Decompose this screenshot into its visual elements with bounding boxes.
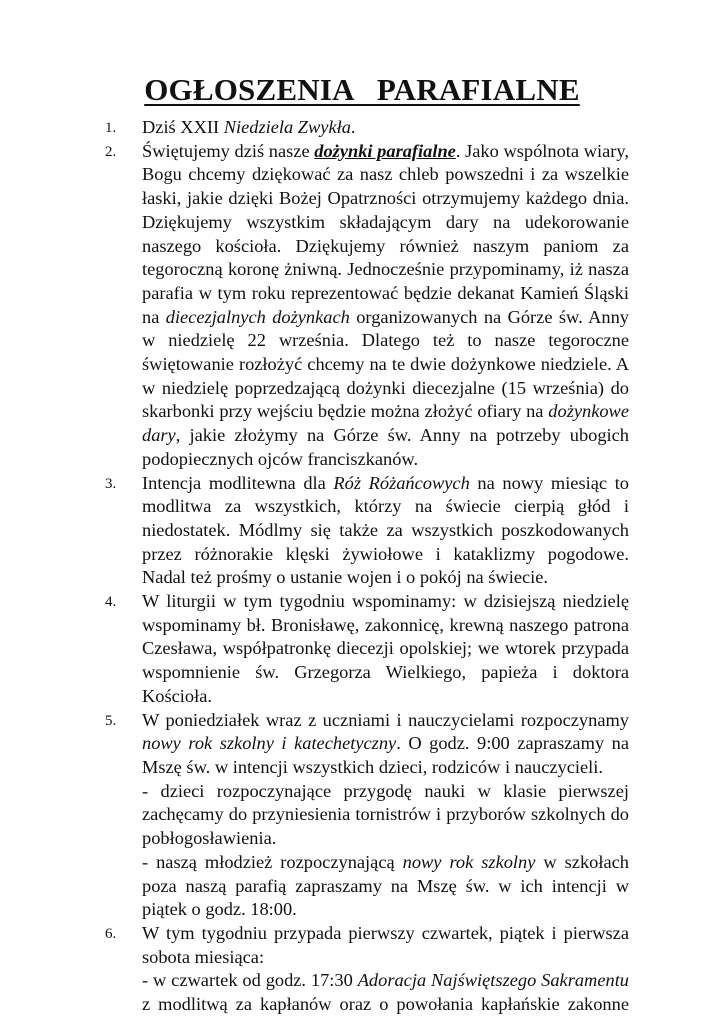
highlighted-text: dożynki parafialne xyxy=(314,140,456,161)
emphasis-text: Adoracja Najświętszego Sakramentu xyxy=(357,970,630,991)
item-paragraph xyxy=(142,922,629,969)
body-text: - w czwartek od godz. 17:30 xyxy=(142,970,358,991)
announcement-item xyxy=(105,140,629,472)
emphasis-text: diecezjalnych dożynkach xyxy=(165,306,350,327)
announcement-item xyxy=(105,922,629,1017)
body-text: na nowy miesiąc to modlitwa za wszystkich, którzy na świecie cierpią głód i niedostatek. Módlmy się także za wszystkich poszkodowanych przez różnorakie klęski żywiołowe i kataklizmy pogodowe. Nadal też prośmy o ustanie wojen i o pokój na świecie. xyxy=(142,472,629,588)
announcement-item xyxy=(105,472,629,591)
item-paragraph xyxy=(142,709,629,780)
emphasis-text: dożynkowe dary xyxy=(142,401,629,446)
item-paragraph xyxy=(142,116,629,140)
item-number: 2. xyxy=(105,143,117,160)
body-text: Świętujemy dziś nasze xyxy=(142,140,315,161)
emphasis-text: Niedziela Zwykła xyxy=(223,117,351,137)
announcement-item xyxy=(105,709,629,922)
emphasis-text: Róż Różańcowych xyxy=(333,472,470,493)
item-number: 5. xyxy=(105,712,117,729)
body-text: Dziś XXII xyxy=(142,117,224,137)
emphasis-text: nowy rok szkolny i katechetyczny xyxy=(142,733,397,754)
body-text: , jakie złożymy na Górze św. Anny na potrzeby ubogich podopiecznych ojców franciszkanów. xyxy=(142,425,629,469)
emphasis-text: nowy rok szkolny xyxy=(402,851,536,872)
announcement-item xyxy=(105,590,629,709)
item-paragraph xyxy=(142,472,629,591)
item-number: 1. xyxy=(105,120,117,136)
page-title xyxy=(0,72,724,108)
body-text: . xyxy=(350,117,356,137)
body-text: . Jako wspólnota wiary, Bogu chcemy dziękować za nasz chleb powszedni i za wszelkie łaski, jakie dzięki Bożej Opatrzności otrzymujemy każdego dnia. Dziękujemy wszystkim składającym dary na udekorowanie naszego kościoła. Dziękujemy również naszym paniom za tegoroczną koronę żniwną. Jednocześnie przypominamy, iż nasza parafia w tym roku reprezentować będzie dekanat Kamień Śląski na xyxy=(142,140,629,327)
body-text: W liturgii w tym tygodniu wspominamy: w dzisiejszą niedzielę wspominamy bł. Bronisławę, zakonnicę, krewną naszego patrona Czesława, współpatronkę diecezji opolskiej; we wtorek przypada wspomnienie św. Grzegorza Wielkiego, papieża i doktora Kościoła. xyxy=(142,591,629,706)
announcement-item xyxy=(105,116,629,140)
item-subparagraph xyxy=(142,780,629,851)
item-subparagraph xyxy=(142,851,629,922)
body-text: organizowanych na Górze św. Anny w niedzielę 22 września. Dlatego też to nasze tegoroczne świętowanie rozłożyć chcemy na te dwie dożynkowe niedziele. A w niedzielę poprzedzającą dożynki diecezjalne (15 września) do skarbonki przy wejściu będzie można złożyć ofiary na xyxy=(142,306,629,422)
item-number: 3. xyxy=(105,475,117,492)
item-paragraph xyxy=(142,140,629,472)
page-title-text: OGŁOSZENIA PARAFIALNE xyxy=(144,72,580,107)
announcements-list xyxy=(105,116,629,1017)
body-text: w szkołach poza naszą parafią zapraszamy na Mszę św. w ich intencji w piątek o godz. 18:00. xyxy=(142,851,629,920)
item-number: 6. xyxy=(105,925,117,942)
body-text: W tym tygodniu przypada pierwszy czwartek, piątek i pierwsza sobota miesiąca: xyxy=(142,922,629,967)
item-subparagraph xyxy=(142,969,629,1016)
body-text: - dzieci rozpoczynające przygodę nauki w klasie pierwszej zachęcamy do przyniesienia tornistrów i przyborów szkolnych do pobłogosławienia. xyxy=(142,780,629,849)
body-text: . O godz. 9:00 zapraszamy na Mszę św. w intencji wszystkich dzieci, rodziców i nauczycieli. xyxy=(142,733,629,777)
body-text: z modlitwą za kapłanów oraz o powołania kapłańskie zakonne xyxy=(142,994,629,1015)
item-paragraph xyxy=(142,590,629,709)
body-text: - naszą młodzież rozpoczynającą xyxy=(142,851,403,872)
body-text: W poniedziałek wraz z uczniami i nauczycielami rozpoczynamy xyxy=(142,709,629,730)
body-text: Intencja modlitewna dla xyxy=(142,472,334,493)
item-number: 4. xyxy=(105,594,117,611)
